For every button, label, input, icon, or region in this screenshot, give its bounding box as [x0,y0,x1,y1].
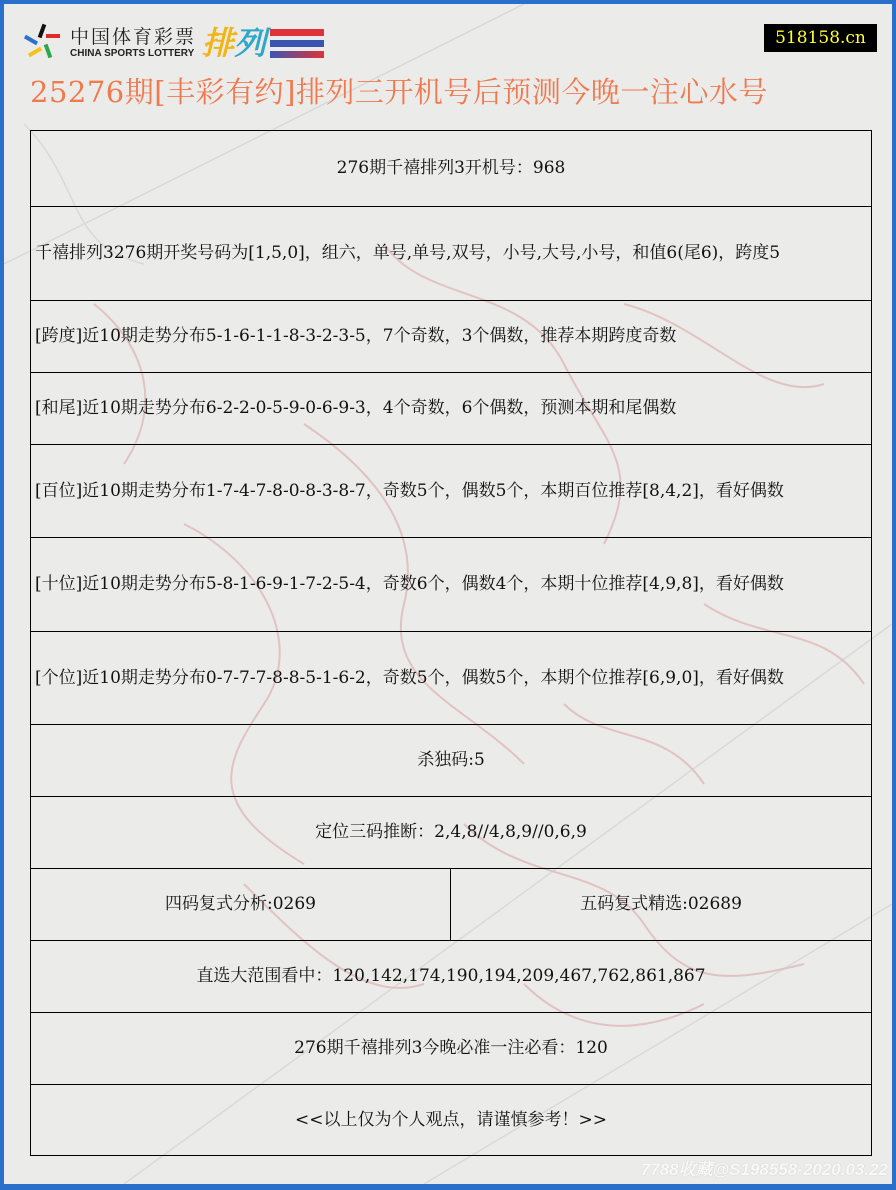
table-row [31,941,872,1013]
single-pick-cell: 276期千禧排列3今晚必准一注必看：120 [31,1013,872,1085]
kill-number-cell: 杀独码:5 [31,725,872,797]
four-code-cell: 四码复式分析:0269 [31,869,451,941]
disclaimer-cell: <<以上仅为个人观点，请谨慎参考！>> [31,1085,872,1156]
table-row [31,869,872,941]
table-row [31,538,872,632]
pailie-san-brand [202,25,324,61]
table-row [31,1085,872,1156]
table-row [31,1013,872,1085]
brand-san-stripes [270,27,324,60]
table-row [31,131,872,207]
site-badge: 518158.cn [764,24,877,52]
hundreds-trend-cell: [百位]近10期走势分布1-7-4-7-8-0-8-3-8-7，奇数5个，偶数5个，本期百位推荐[8,4,2]，看好偶数 [31,445,872,538]
prediction-table [30,130,872,1156]
page-title: 25276期[丰彩有约]排列三开机号后预测今晚一注心水号 [30,75,768,109]
sum-tail-trend-cell: [和尾]近10期走势分布6-2-2-0-5-9-0-6-9-3，4个奇数，6个偶数，预测本期和尾偶数 [31,373,872,445]
table-row [31,207,872,301]
logo-chinese-text: 中国体育彩票 [70,26,197,48]
table-row [31,632,872,725]
table-row [31,373,872,445]
table-row [31,725,872,797]
span-trend-cell: [跨度]近10期走势分布5-1-6-1-1-8-3-2-3-5，7个奇数，3个偶数，推荐本期跨度奇数 [31,301,872,373]
brand-char-lie: 列 [234,24,267,62]
china-sports-lottery-logo-icon [22,22,64,64]
draw-analysis-cell: 千禧排列3276期开奖号码为[1,5,0]，组六，单号,单号,双号，小号,大号,小号，和值6(尾6)，跨度5 [31,207,872,301]
draw-number-cell: 276期千禧排列3开机号：968 [31,131,872,207]
tens-trend-cell: [十位]近10期走势分布5-8-1-6-9-1-7-2-5-4，奇数6个，偶数4个，本期十位推荐[4,9,8]，看好偶数 [31,538,872,632]
direct-range-cell: 直选大范围看中：120,142,174,190,194,209,467,762,861,867 [31,941,872,1013]
brand-char-pai: 排 [202,24,235,62]
units-trend-cell: [个位]近10期走势分布0-7-7-7-8-8-5-1-6-2，奇数5个，偶数5个，本期个位推荐[6,9,0]，看好偶数 [31,632,872,725]
table-row [31,301,872,373]
logo-english-text: CHINA SPORTS LOTTERY [70,48,195,59]
watermark: 7788收藏@S198558-2020.03.22 [640,1160,888,1179]
table-row [31,797,872,869]
lottery-logo [22,22,324,64]
five-code-cell: 五码复式精选:02689 [451,869,872,941]
table-row [31,445,872,538]
position-three-cell: 定位三码推断：2,4,8//4,8,9//0,6,9 [31,797,872,869]
